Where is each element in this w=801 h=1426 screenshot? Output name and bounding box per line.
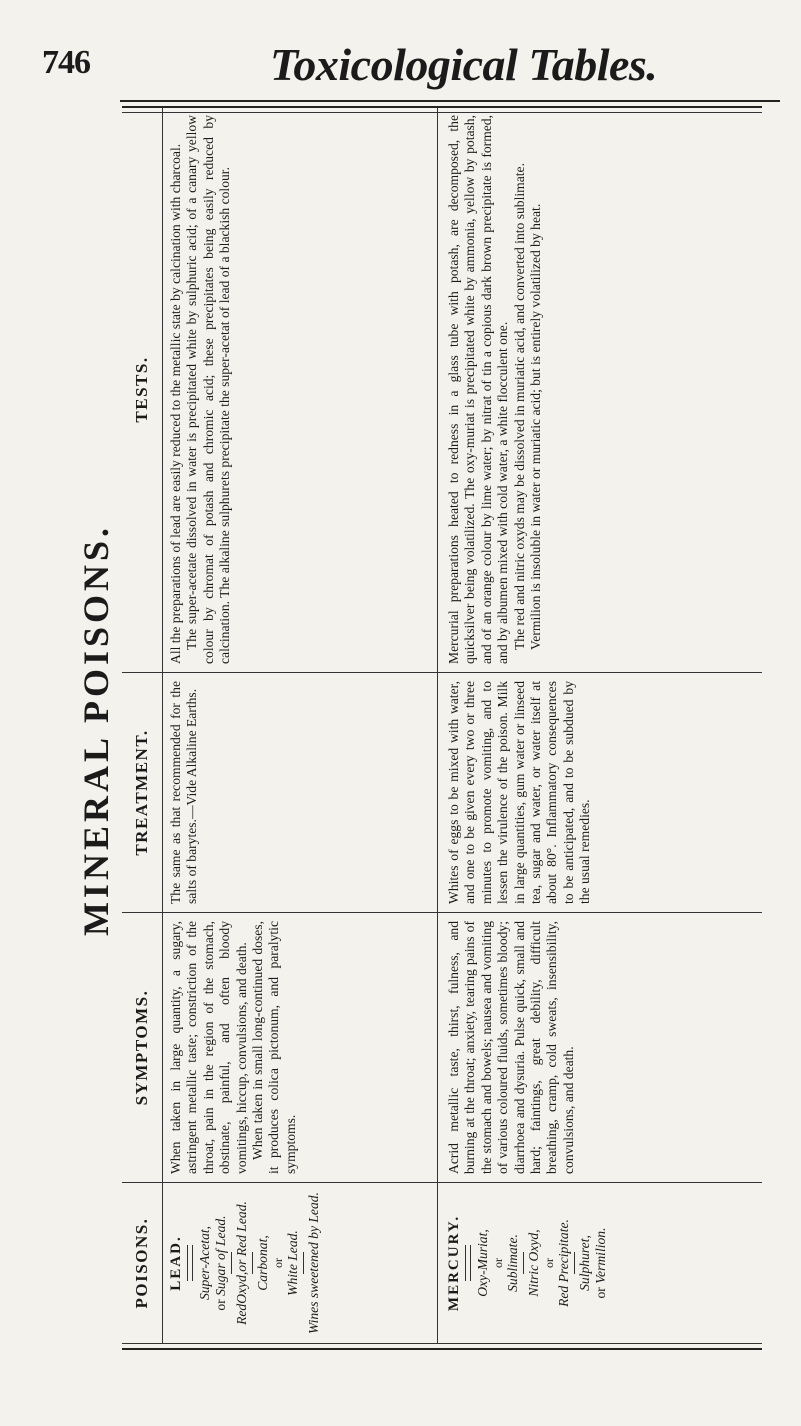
column-header-poisons: POISONS. xyxy=(122,1183,163,1343)
symptoms-paragraph: When taken in large quantity, a sugary, astringent metallic taste; constriction of the throat, pain in the region of the stomach, obstinate, painful, and often bloody vomitings, hiccup, convulsions, and death. xyxy=(168,921,249,1174)
tests-paragraph: All the preparations of lead are easily reduced to the metallic state by calcination with charcoal. xyxy=(168,143,183,664)
short-rule xyxy=(252,1252,253,1274)
lead-tests-cell xyxy=(162,107,437,672)
compound-label: Sugar of Lead. xyxy=(213,1215,228,1296)
compound-name: White Lead. xyxy=(285,1230,300,1296)
rotated-table xyxy=(70,110,780,1350)
treatment-paragraph: Whites of eggs to be mixed with water, and one to be given every two or three minutes to promote vomiting, and to lessen the virulence of the poison. Milk in large quantities, gum water or linseed tea, sugar and water, or water itself at about 80°. Inflammatory consequences to be anticipated, and to be subdued by the usual remedies. xyxy=(446,681,593,904)
or-word: or xyxy=(213,1299,228,1311)
header-rule xyxy=(120,100,780,102)
row-divider xyxy=(437,913,438,1182)
tests-paragraph: The super-acetate dissolved in water is precipitated white by sulphuric acid; of a canary yellow colour by chromat of potash and chromic acid; these precipitates being easily reduced by calcination. The alkaline sulphurets precipitate the super-acetat of lead of a blackish colour. xyxy=(184,115,233,664)
or-word: or xyxy=(271,1258,285,1268)
symptoms-column xyxy=(122,913,762,1183)
table-title: MINERAL POISONS. xyxy=(76,523,116,937)
mercury-treatment-cell xyxy=(440,673,762,912)
table-body xyxy=(122,112,762,1344)
row-divider xyxy=(437,673,438,912)
compound-name: Carbonat, xyxy=(255,1235,270,1291)
or-word: or xyxy=(491,1258,505,1268)
symptoms-paragraph: When taken in small long-continued doses, it produces colica pictonum, and paralytic symptoms. xyxy=(250,921,298,1174)
tests-paragraph: Vermilion is insoluble in water or muriatic acid; but is entirely volatilized by heat. xyxy=(528,203,544,650)
tests-paragraph: Mercurial preparations heated to redness in a glass tube with potash, are decomposed, the quicksilver being volatilized. The oxy-muriat is precipitated white by ammonia, yellow by potash, and of an orange colour by lime water; by nitrat of tin a copious dark brown precipitate is formed, and by albumen mixed with cold water, a white flocculent one. xyxy=(446,115,511,664)
compound-name: Nitric Oxyd, xyxy=(526,1229,541,1297)
treatment-paragraph: The same as that recommended for the salts of barytes.—Vide Alkaline Earths. xyxy=(168,681,200,904)
row-divider xyxy=(437,1183,438,1343)
compound-label: Vermilion. xyxy=(593,1227,608,1284)
lead-treatment-cell xyxy=(162,673,437,912)
short-rule xyxy=(303,1252,304,1274)
compound-name: Sulphuret, xyxy=(577,1235,592,1291)
or-word: or xyxy=(593,1287,608,1299)
tests-column xyxy=(122,107,762,673)
mercury-poisons-cell xyxy=(440,1183,762,1343)
mercury-name: MERCURY. xyxy=(446,1214,462,1312)
symptoms-paragraph: Acrid metallic taste, thirst, fulness, and burning at the throat; anxiety, tearing pains of the stomach and bowels; nausea and vomiting of various coloured fluids, sometimes bloody; diarrhoea and dysuria. Pulse quick, small and hard; faintings, great debility, difficult breathing, cramp, cold sweats, insensibility, convulsions, and death. xyxy=(446,921,576,1174)
table-frame xyxy=(122,106,762,1350)
tests-paragraph: The red and nitric oxyds may be dissolved in muriatic acid, and converted into sublimate. xyxy=(511,163,527,650)
compound-name: RedOxyd,or Red Lead. xyxy=(234,1201,249,1325)
lead-name: LEAD. xyxy=(168,1235,184,1291)
page-number: 746 xyxy=(42,44,90,81)
compound-name: Wines sweetened by Lead. xyxy=(306,1192,321,1334)
lead-symptoms-cell xyxy=(162,913,437,1182)
compound-name: Red Precipitate. xyxy=(556,1219,571,1307)
column-header-tests: TESTS. xyxy=(122,107,163,672)
column-header-treatment: TREATMENT. xyxy=(122,673,163,912)
compound-name: Oxy-Muriat, xyxy=(475,1229,490,1297)
lead-poisons-cell xyxy=(162,1183,437,1343)
running-title: Toxicological Tables. xyxy=(270,39,658,90)
mercury-tests-cell xyxy=(440,107,762,672)
short-rule xyxy=(574,1252,575,1274)
treatment-column xyxy=(122,673,762,913)
compound-name xyxy=(213,1191,229,1335)
or-word: or xyxy=(542,1258,556,1268)
mercury-symptoms-cell xyxy=(440,913,762,1182)
short-rule xyxy=(231,1252,232,1274)
compound-name xyxy=(593,1191,609,1335)
row-divider xyxy=(437,107,438,672)
compound-name: Sublimate. xyxy=(505,1234,520,1292)
column-header-symptoms: SYMPTOMS. xyxy=(122,913,163,1182)
double-rule xyxy=(187,1245,193,1281)
poisons-column xyxy=(122,1183,762,1343)
double-rule xyxy=(465,1245,471,1281)
short-rule xyxy=(523,1252,524,1274)
compound-name: Super-Acetat, xyxy=(197,1225,212,1301)
